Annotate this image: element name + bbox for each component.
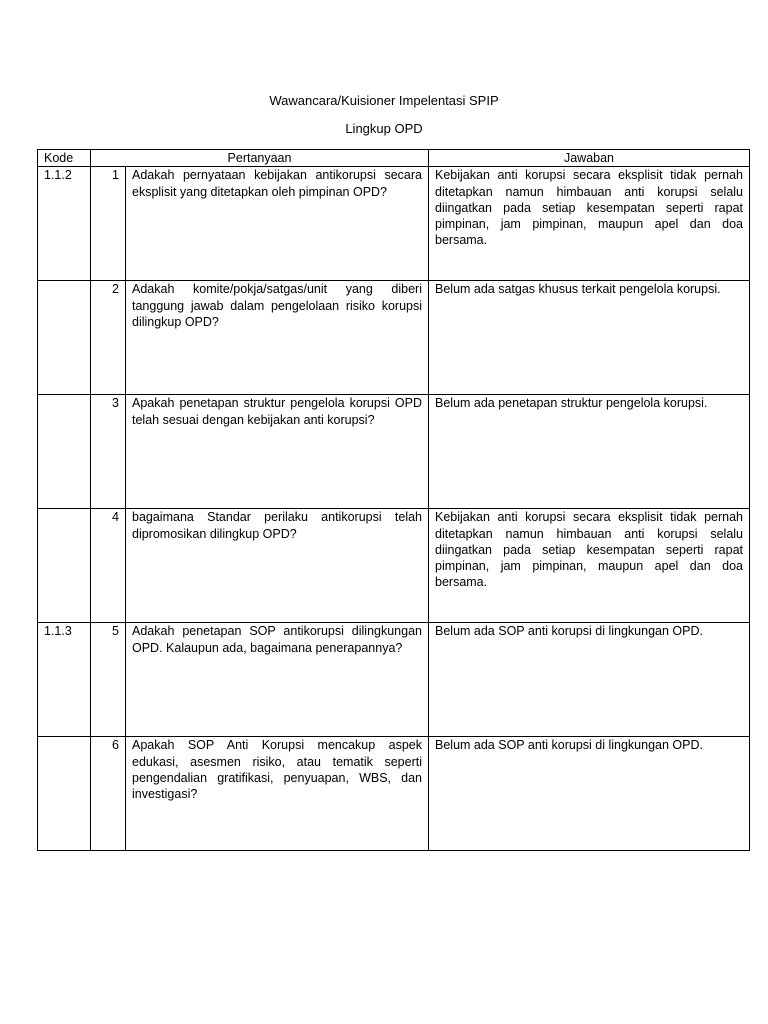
row-answer: Kebijakan anti korupsi secara eksplisit tidak pernah ditetapkan namun himbauan anti korupsi selalu diingatkan pada setiap kesempatan seperti rapat pimpinan, jam pimpinan, maupun apel dan doa bersama. (429, 509, 750, 623)
table-row (38, 737, 750, 851)
row-question: bagaimana Standar perilaku antikorupsi telah dipromosikan dilingkup OPD? (126, 509, 429, 623)
row-number: 5 (91, 623, 126, 737)
header-jawaban: Jawaban (429, 150, 750, 167)
table-row (38, 395, 750, 509)
row-number: 3 (91, 395, 126, 509)
row-answer: Kebijakan anti korupsi secara eksplisit tidak pernah ditetapkan namun himbauan anti korupsi selalu diingatkan pada setiap kesempatan seperti rapat pimpinan, jam pimpinan, maupun apel dan doa bersama. (429, 167, 750, 281)
row-kode: 1.1.3 (38, 623, 91, 737)
document-title: Wawancara/Kuisioner Impelentasi SPIP (269, 93, 499, 108)
row-answer: Belum ada satgas khusus terkait pengelola korupsi. (429, 281, 750, 395)
row-kode (38, 509, 91, 623)
row-kode (38, 395, 91, 509)
row-kode (38, 281, 91, 395)
row-kode (38, 737, 91, 851)
row-number: 2 (91, 281, 126, 395)
row-kode: 1.1.2 (38, 167, 91, 281)
row-answer: Belum ada SOP anti korupsi di lingkungan OPD. (429, 623, 750, 737)
header-kode: Kode (38, 150, 91, 167)
questionnaire-table (37, 149, 750, 851)
row-number: 1 (91, 167, 126, 281)
row-question: Adakah pernyataan kebijakan antikorupsi secara eksplisit yang ditetapkan oleh pimpinan OPD? (126, 167, 429, 281)
row-number: 6 (91, 737, 126, 851)
row-answer: Belum ada penetapan struktur pengelola korupsi. (429, 395, 750, 509)
row-question: Adakah penetapan SOP antikorupsi dilingkungan OPD. Kalaupun ada, bagaimana penerapannya? (126, 623, 429, 737)
document-subtitle: Lingkup OPD (345, 121, 423, 136)
table-row (38, 623, 750, 737)
row-question: Apakah SOP Anti Korupsi mencakup aspek edukasi, asesmen risiko, atau tematik seperti pengendalian gratifikasi, penyuapan, WBS, dan investigasi? (126, 737, 429, 851)
row-number: 4 (91, 509, 126, 623)
row-question: Adakah komite/pokja/satgas/unit yang diberi tanggung jawab dalam pengelolaan risiko korupsi dilingkup OPD? (126, 281, 429, 395)
table-header-row (38, 150, 750, 167)
table-row (38, 509, 750, 623)
header-pertanyaan: Pertanyaan (91, 150, 429, 167)
table-row (38, 281, 750, 395)
row-answer: Belum ada SOP anti korupsi di lingkungan OPD. (429, 737, 750, 851)
table-row (38, 167, 750, 281)
row-question: Apakah penetapan struktur pengelola korupsi OPD telah sesuai dengan kebijakan anti korupsi? (126, 395, 429, 509)
